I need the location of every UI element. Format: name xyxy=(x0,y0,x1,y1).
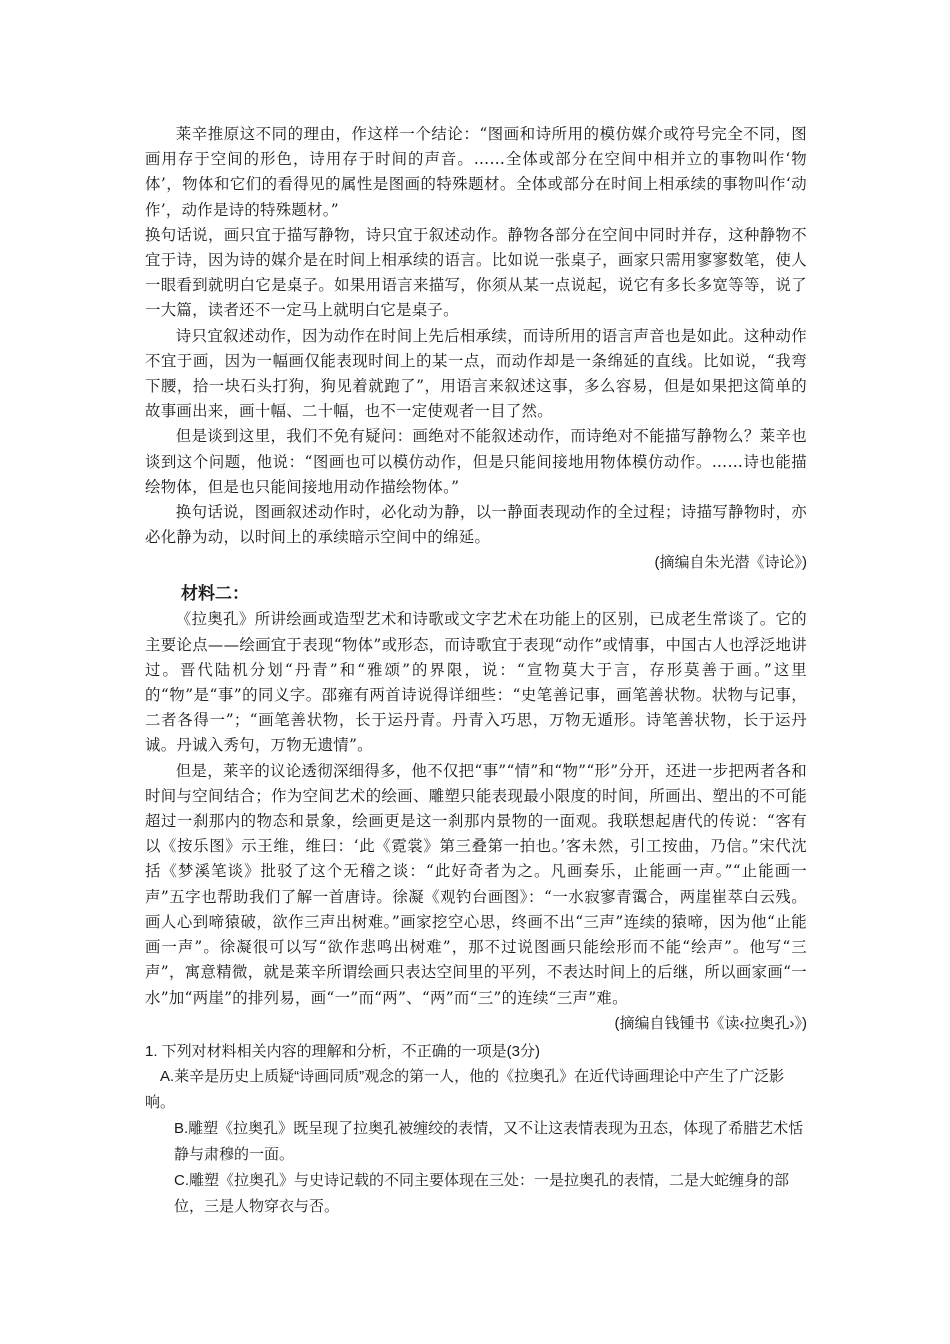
question1-option-c: C.雕塑《拉奥孔》与史诗记载的不同主要体现在三处：一是拉奥孔的表情，二是大蛇缠身的部位，三是人物穿衣与否。 xyxy=(174,1171,790,1215)
material1-paragraph-4: 但是谈到这里，我们不免有疑问：画绝对不能叙述动作，而诗绝对不能描写静物么？莱辛也谈到这个问题，他说：“图画也可以模仿动作，但是只能间接地用物体模仿动作。……诗也能描绘物体，但是也只能间接地用动作描绘物体。” xyxy=(145,427,807,496)
material-one xyxy=(145,122,807,576)
question1-option-b: B.雕塑《拉奥孔》既呈现了拉奥孔被缠绞的表情，又不让这表情表现为丑态，体现了希腊艺术恬静与肃穆的一面。 xyxy=(174,1119,804,1163)
material2-paragraph-1: 《拉奥孔》所讲绘画或造型艺术和诗歌或文字艺术在功能上的区别，已成老生常谈了。它的主要论点——绘画宜于表现“物体”或形态，而诗歌宜于表现“动作”或情事，中国古人也浮泛地讲过。晋代陆机分划“丹青”和“雅颂”的界限，说：“宣物莫大于言，存形莫善于画。”这里的“物”是“事”的同义字。邵雍有两首诗说得详细些：“史笔善记事，画笔善状物。状物与记事，二者各得一”；“画笔善状物，长于运丹青。丹青入巧思，万物无遁形。诗笔善状物，长于运丹诚。丹诚入秀句，万物无遗情”。 xyxy=(145,610,807,755)
material1-source: (摘编自朱光潜《诗论》) xyxy=(654,554,807,572)
material-two xyxy=(145,580,807,1036)
material1-paragraph-1: 莱辛推原这不同的理由，作这样一个结论：“图画和诗所用的模仿媒介或符号完全不同，图画用存于空间的形色，诗用存于时间的声音。……全体或部分在空间中相并立的事物叫作‘物体’，物体和它们的看得见的属性是图画的特殊题材。全体或部分在时间上相承续的事物叫作‘动作’，动作是诗的特殊题材。” xyxy=(145,125,807,219)
question1-stem: 1. 下列对材料相关内容的理解和分析，不正确的一项是(3分) xyxy=(145,1042,541,1060)
material2-paragraph-2: 但是，莱辛的议论透彻深细得多，他不仅把“事”“情”和“物”“形”分开，还进一步把两者各和时间与空间结合；作为空间艺术的绘画、雕塑只能表现最小限度的时间，所画出、塑出的不可能超过一刹那内的物态和景象，绘画更是这一刹那内景物的一面观。我联想起唐代的传说：“客有以《按乐图》示王维，维曰：‘此《霓裳》第三叠第一拍也。’客未然，引工按曲，乃信。”宋代沈括《梦溪笔谈》批驳了这个无稽之谈：“此好奇者为之。凡画奏乐，止能画一声。”“止能画一声”五字也帮助我们了解一首唐诗。徐凝《观钓台画图》：“一水寂寥青霭合，两崖崔萃白云残。画人心到啼猿破，欲作三声出树难。”画家挖空心思，终画不出“三声”连续的猿啼，因为他“止能画一声”。徐凝很可以写“欲作悲鸣出树难”，那不过说图画只能绘形而不能“绘声”。他写“三声”，寓意精微，就是莱辛所谓绘画只表达空间里的平列，不表达时间上的后继，所以画家画“一水”加“两崖”的排列易，画“一”而“两”、“两”而“三”的连续“三声”难。 xyxy=(145,761,807,1007)
question-one xyxy=(145,1039,807,1220)
material2-source: (摘编自钱锺书《读‹拉奥孔›》) xyxy=(614,1014,807,1032)
question1-option-a: A.莱辛是历史上质疑“诗画同质”观念的第一人，他的《拉奥孔》在近代诗画理论中产生了广泛影响。 xyxy=(145,1067,785,1111)
material1-paragraph-2: 换句话说，画只宜于描写静物，诗只宜于叙述动作。静物各部分在空间中同时并存，这种静物不宜于诗，因为诗的媒介是在时间上相承续的语言。比如说一张桌子，画家只需用寥寥数笔，使人一眼看到就明白它是桌子。如果用语言来描写，你须从某一点说起，说它有多长多宽等等，说了一大篇，读者还不一定马上就明白它是桌子。 xyxy=(145,225,807,320)
document-page xyxy=(145,122,807,1220)
material1-paragraph-3: 诗只宜叙述动作，因为动作在时间上先后相承续，而诗所用的语言声音也是如此。这种动作不宜于画，因为一幅画仅能表现时间上的某一点，而动作却是一条绵延的直线。比如说，“我弯下腰，拾一块石头打狗，狗见着就跑了”，用语言来叙述这事，多么容易，但是如果把这简单的故事画出来，画十幅、二十幅，也不一定使观者一目了然。 xyxy=(145,326,807,421)
material1-paragraph-5: 换句话说，图画叙述动作时，必化动为静，以一静面表现动作的全过程；诗描写静物时，亦必化静为动，以时间上的承续暗示空间中的绵延。 xyxy=(145,503,807,547)
material2-heading: 材料二： xyxy=(181,584,249,604)
